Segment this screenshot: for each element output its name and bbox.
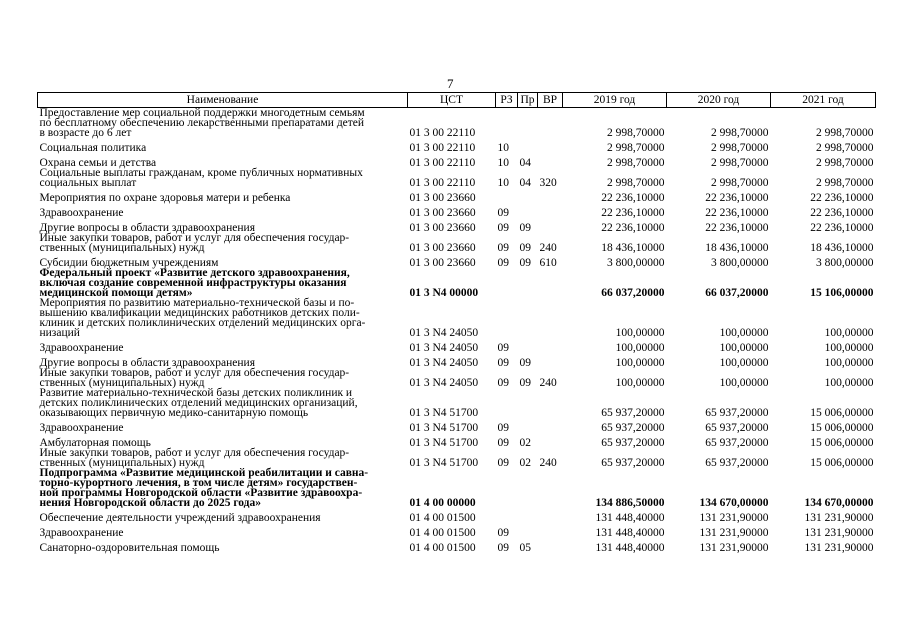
- row-2021: 100,00000: [824, 327, 874, 339]
- table-row: [38, 233, 876, 253]
- row-vr: [538, 108, 563, 139]
- table-header-row: [38, 93, 876, 108]
- row-2019: 65 937,20000: [601, 437, 665, 449]
- row-vr: [538, 298, 563, 338]
- row-2019: 2 998,70000: [607, 127, 665, 139]
- row-2020: 2 998,70000: [711, 142, 769, 154]
- row-name-line: Здравоохранение: [39, 207, 124, 219]
- row-vr: 240: [539, 457, 557, 469]
- row-pr: [518, 523, 538, 538]
- row-vr: [538, 468, 563, 508]
- row-2020: 131 231,90000: [699, 542, 769, 554]
- row-2019: 66 037,20000: [601, 287, 665, 299]
- row-2019: 134 886,50000: [595, 497, 665, 509]
- row-name: [38, 468, 408, 508]
- row-2019: 2 998,70000: [607, 157, 665, 169]
- row-name-line: торно-курортного лечения, в том числе детям» государствен-: [39, 477, 358, 489]
- table-row: [38, 433, 876, 448]
- row-name-line: Мероприятия по охране здоровья матери и ребенка: [39, 192, 291, 204]
- row-name-line: клиник и детских поликлинических отделений медицинских орга-: [39, 317, 366, 329]
- row-rz: [496, 298, 518, 338]
- table-row: [38, 418, 876, 433]
- row-pr: [518, 268, 538, 298]
- row-2021: 3 800,00000: [816, 257, 874, 269]
- table-row: [38, 108, 876, 139]
- row-rz: 09: [497, 377, 509, 389]
- row-rz: 09: [497, 342, 509, 354]
- row-pr: [518, 203, 538, 218]
- row-name-line: Развитие материально-технической базы детских поликлиник и: [39, 387, 353, 399]
- row-rz: [496, 268, 518, 298]
- row-name-line: Обеспечение деятельности учреждений здравоохранения: [39, 512, 321, 524]
- row-cst: 01 3 00 22110: [409, 157, 476, 169]
- row-name-line: ственных (муниципальных) нужд: [39, 457, 205, 469]
- row-cst: 01 3 00 23660: [409, 257, 476, 269]
- row-vr: [538, 203, 563, 218]
- table-row: [38, 218, 876, 233]
- row-rz: 09: [497, 457, 509, 469]
- row-name: [38, 433, 408, 448]
- table-row: [38, 138, 876, 153]
- row-name: [38, 153, 408, 168]
- row-name: [38, 168, 408, 188]
- table-row: [38, 268, 876, 298]
- row-rz: [496, 188, 518, 203]
- row-pr: [518, 338, 538, 353]
- row-2019: 65 937,20000: [601, 422, 665, 434]
- row-2019: 22 236,10000: [601, 207, 665, 219]
- row-2021: 2 998,70000: [816, 157, 874, 169]
- row-name: [38, 508, 408, 523]
- row-name: [38, 418, 408, 433]
- table-row: [38, 508, 876, 523]
- row-2021: 15 006,00000: [810, 437, 874, 449]
- row-2019: 2 998,70000: [607, 177, 665, 189]
- row-name-line: Другие вопросы в области здравоохранения: [39, 357, 255, 369]
- row-2020: 18 436,10000: [705, 242, 769, 254]
- row-rz: 09: [497, 257, 509, 269]
- row-cst: 01 3 N4 24050: [409, 377, 479, 389]
- row-name: [38, 138, 408, 153]
- row-2021: 15 006,00000: [810, 407, 874, 419]
- table-row: [38, 523, 876, 538]
- row-name-line: Здравоохранение: [39, 342, 124, 354]
- row-pr: [518, 508, 538, 523]
- row-2021: 134 670,00000: [804, 497, 874, 509]
- row-name-line: включая создание современной инфраструктуры оказания: [39, 277, 347, 289]
- row-pr: [518, 298, 538, 338]
- row-rz: 09: [497, 357, 509, 369]
- row-cst: 01 3 N4 24050: [409, 327, 479, 339]
- row-rz: 09: [497, 437, 509, 449]
- row-pr: 04: [519, 157, 531, 169]
- row-name: [38, 203, 408, 218]
- row-2019: 131 448,40000: [595, 542, 665, 554]
- row-pr: 02: [519, 437, 531, 449]
- row-2020: 3 800,00000: [711, 257, 769, 269]
- row-2019: 100,00000: [615, 377, 665, 389]
- row-vr: [538, 153, 563, 168]
- row-cst: 01 3 00 23660: [409, 222, 476, 234]
- row-2021: 2 998,70000: [816, 127, 874, 139]
- row-2021: 100,00000: [824, 342, 874, 354]
- row-vr: [538, 538, 563, 553]
- row-2021: 131 231,90000: [804, 512, 874, 524]
- row-rz: [496, 108, 518, 139]
- row-pr: 09: [519, 257, 531, 269]
- row-pr: 09: [519, 357, 531, 369]
- row-cst: 01 3 N4 51700: [409, 407, 479, 419]
- row-name: [38, 108, 408, 139]
- row-2019: 3 800,00000: [607, 257, 665, 269]
- row-name-line: Здравоохранение: [39, 422, 124, 434]
- row-name-line: ственных (муниципальных) нужд: [39, 377, 205, 389]
- row-2019: 22 236,10000: [601, 192, 665, 204]
- row-cst: 01 3 00 22110: [409, 142, 476, 154]
- header-name: Наименование: [38, 93, 408, 108]
- row-cst: 01 3 N4 51700: [409, 437, 479, 449]
- row-name: [38, 538, 408, 553]
- row-vr: [538, 353, 563, 368]
- row-2020: 100,00000: [719, 327, 769, 339]
- row-name: [38, 353, 408, 368]
- row-2020: 100,00000: [719, 357, 769, 369]
- row-name-line: Мероприятия по развитию материально-технической базы и по-: [39, 297, 355, 309]
- row-name: [38, 388, 408, 418]
- row-vr: [538, 138, 563, 153]
- row-2019: 100,00000: [615, 342, 665, 354]
- row-rz: 09: [497, 527, 509, 539]
- row-cst: 01 3 00 23660: [409, 207, 476, 219]
- row-vr: [538, 388, 563, 418]
- row-rz: 09: [497, 222, 509, 234]
- row-2021: 2 998,70000: [816, 142, 874, 154]
- row-2020: 65 937,20000: [705, 437, 769, 449]
- row-vr: [538, 523, 563, 538]
- row-cst: 01 3 00 23660: [409, 192, 476, 204]
- row-vr: 240: [539, 242, 557, 254]
- row-pr: [518, 138, 538, 153]
- row-name: [38, 253, 408, 268]
- table-row: [38, 203, 876, 218]
- header-pr: Пр: [518, 93, 538, 108]
- row-rz: [496, 508, 518, 523]
- row-2021: 131 231,90000: [804, 527, 874, 539]
- row-2020: 100,00000: [719, 342, 769, 354]
- row-2020: 65 937,20000: [705, 457, 769, 469]
- row-2020: 66 037,20000: [705, 287, 769, 299]
- row-2020: 22 236,10000: [705, 192, 769, 204]
- row-2021: 15 106,00000: [810, 287, 874, 299]
- row-2021: 131 231,90000: [804, 542, 874, 554]
- row-cst: 01 3 N4 24050: [409, 357, 479, 369]
- budget-table: [37, 92, 876, 553]
- row-pr: [518, 388, 538, 418]
- row-pr: 09: [519, 377, 531, 389]
- table-row: [38, 538, 876, 553]
- row-rz: 10: [497, 157, 509, 169]
- row-name-line: низаций: [39, 327, 80, 339]
- row-rz: [496, 468, 518, 508]
- row-2019: 2 998,70000: [607, 142, 665, 154]
- row-2019: 131 448,40000: [595, 512, 665, 524]
- row-cst: 01 3 N4 00000: [409, 287, 479, 299]
- table-row: [38, 188, 876, 203]
- row-pr: 02: [519, 457, 531, 469]
- header-2019: 2019 год: [563, 93, 667, 108]
- row-rz: 09: [497, 242, 509, 254]
- row-vr: [538, 433, 563, 448]
- row-2021: 2 998,70000: [816, 177, 874, 189]
- row-name: [38, 218, 408, 233]
- row-2020: 2 998,70000: [711, 177, 769, 189]
- row-pr: 09: [519, 222, 531, 234]
- row-2021: 22 236,10000: [810, 207, 874, 219]
- row-2019: 22 236,10000: [601, 222, 665, 234]
- row-name-line: вышению квалификации медицинских работников детских поли-: [39, 307, 360, 319]
- row-cst: 01 3 00 22110: [409, 127, 476, 139]
- row-name-line: в возрасте до 6 лет: [39, 127, 132, 139]
- row-cst: 01 3 N4 51700: [409, 457, 479, 469]
- table-row: [38, 353, 876, 368]
- header-2021: 2021 год: [771, 93, 876, 108]
- row-name: [38, 233, 408, 253]
- row-vr: [538, 218, 563, 233]
- row-name: [38, 188, 408, 203]
- page-number: 7: [447, 76, 454, 91]
- row-name-line: нения Новгородской области до 2025 года»: [39, 497, 262, 509]
- row-vr: [538, 418, 563, 433]
- row-name-line: Санаторно-оздоровительная помощь: [39, 542, 220, 554]
- row-2021: 15 006,00000: [810, 457, 874, 469]
- header-rz: РЗ: [496, 93, 518, 108]
- table-row: [38, 368, 876, 388]
- row-pr: [518, 468, 538, 508]
- row-2021: 22 236,10000: [810, 222, 874, 234]
- table-row: [38, 388, 876, 418]
- row-pr: 09: [519, 242, 531, 254]
- row-name-line: Подпрограмма «Развитие медицинской реабилитации и савна-: [39, 467, 369, 479]
- row-cst: 01 4 00 01500: [409, 527, 476, 539]
- row-2019: 65 937,20000: [601, 457, 665, 469]
- row-name-line: ной программы Новгородской области «Развитие здравоохра-: [39, 487, 363, 499]
- row-name: [38, 268, 408, 298]
- row-rz: 09: [497, 542, 509, 554]
- row-cst: 01 3 00 23660: [409, 242, 476, 254]
- row-rz: 09: [497, 422, 509, 434]
- row-name: [38, 368, 408, 388]
- row-name-line: социальных выплат: [39, 177, 137, 189]
- row-2020: 100,00000: [719, 377, 769, 389]
- row-2019: 131 448,40000: [595, 527, 665, 539]
- row-vr: 610: [539, 257, 557, 269]
- row-2021: 18 436,10000: [810, 242, 874, 254]
- row-cst: 01 3 00 22110: [409, 177, 476, 189]
- row-pr: [518, 418, 538, 433]
- table-row: [38, 168, 876, 188]
- row-2020: 22 236,10000: [705, 222, 769, 234]
- row-2021: 22 236,10000: [810, 192, 874, 204]
- row-name-line: Субсидии бюджетным учреждениям: [39, 257, 219, 269]
- row-vr: [538, 338, 563, 353]
- row-cst: 01 4 00 01500: [409, 542, 476, 554]
- row-name-line: Социальные выплаты гражданам, кроме публичных нормативных: [39, 167, 363, 179]
- row-name: [38, 448, 408, 468]
- row-2021: 15 006,00000: [810, 422, 874, 434]
- header-vr: ВР: [538, 93, 563, 108]
- table-row: [38, 448, 876, 468]
- row-2020: 131 231,90000: [699, 512, 769, 524]
- row-2019: 100,00000: [615, 327, 665, 339]
- row-name: [38, 523, 408, 538]
- row-name-line: детских поликлинических отделений медицинских организаций,: [39, 397, 358, 409]
- table-row: [38, 298, 876, 338]
- row-2021: 100,00000: [824, 377, 874, 389]
- row-name-line: ственных (муниципальных) нужд: [39, 242, 205, 254]
- row-pr: [518, 188, 538, 203]
- row-2019: 65 937,20000: [601, 407, 665, 419]
- row-2020: 2 998,70000: [711, 127, 769, 139]
- row-name-line: медицинской помощи детям»: [39, 287, 193, 299]
- row-cst: 01 3 N4 51700: [409, 422, 479, 434]
- row-name-line: Здравоохранение: [39, 527, 124, 539]
- row-rz: 10: [497, 177, 509, 189]
- row-name-line: Иные закупки товаров, работ и услуг для обеспечения государ-: [39, 232, 350, 244]
- row-2020: 65 937,20000: [705, 422, 769, 434]
- row-rz: 09: [497, 207, 509, 219]
- row-vr: 240: [539, 377, 557, 389]
- row-2020: 2 998,70000: [711, 157, 769, 169]
- row-cst: 01 4 00 01500: [409, 512, 476, 524]
- row-cst: 01 3 N4 24050: [409, 342, 479, 354]
- row-2019: 18 436,10000: [601, 242, 665, 254]
- row-pr: 04: [519, 177, 531, 189]
- row-2020: 134 670,00000: [699, 497, 769, 509]
- row-name-line: Предоставление мер социальной поддержки многодетным семьям: [39, 107, 365, 119]
- row-name-line: по бесплатному обеспечению лекарственными препаратами детей: [39, 117, 365, 129]
- row-name-line: Социальная политика: [39, 142, 147, 154]
- row-vr: [538, 268, 563, 298]
- table-row: [38, 253, 876, 268]
- row-2020: 65 937,20000: [705, 407, 769, 419]
- row-2020: 131 231,90000: [699, 527, 769, 539]
- table-row: [38, 468, 876, 508]
- row-2019: 100,00000: [615, 357, 665, 369]
- table-row: [38, 338, 876, 353]
- header-cst: ЦСТ: [408, 93, 496, 108]
- row-name-line: Амбулаторная помощь: [39, 437, 151, 449]
- row-rz: 10: [497, 142, 509, 154]
- row-name-line: оказывающих первичную медико-санитарную помощь: [39, 407, 309, 419]
- row-2020: 22 236,10000: [705, 207, 769, 219]
- row-name-line: Охрана семьи и детства: [39, 157, 157, 169]
- row-name-line: Иные закупки товаров, работ и услуг для обеспечения государ-: [39, 447, 350, 459]
- row-name-line: Другие вопросы в области здравоохранения: [39, 222, 255, 234]
- row-vr: [538, 188, 563, 203]
- row-pr: 05: [519, 542, 531, 554]
- row-pr: [518, 108, 538, 139]
- row-rz: [496, 388, 518, 418]
- table-row: [38, 153, 876, 168]
- row-name-line: Иные закупки товаров, работ и услуг для обеспечения государ-: [39, 367, 350, 379]
- row-cst: 01 4 00 00000: [409, 497, 476, 509]
- row-name: [38, 338, 408, 353]
- row-name-line: Федеральный проект «Развитие детского здравоохранения,: [39, 267, 350, 279]
- row-name: [38, 298, 408, 338]
- row-vr: [538, 508, 563, 523]
- header-2020: 2020 год: [667, 93, 771, 108]
- row-vr: 320: [539, 177, 557, 189]
- row-2021: 100,00000: [824, 357, 874, 369]
